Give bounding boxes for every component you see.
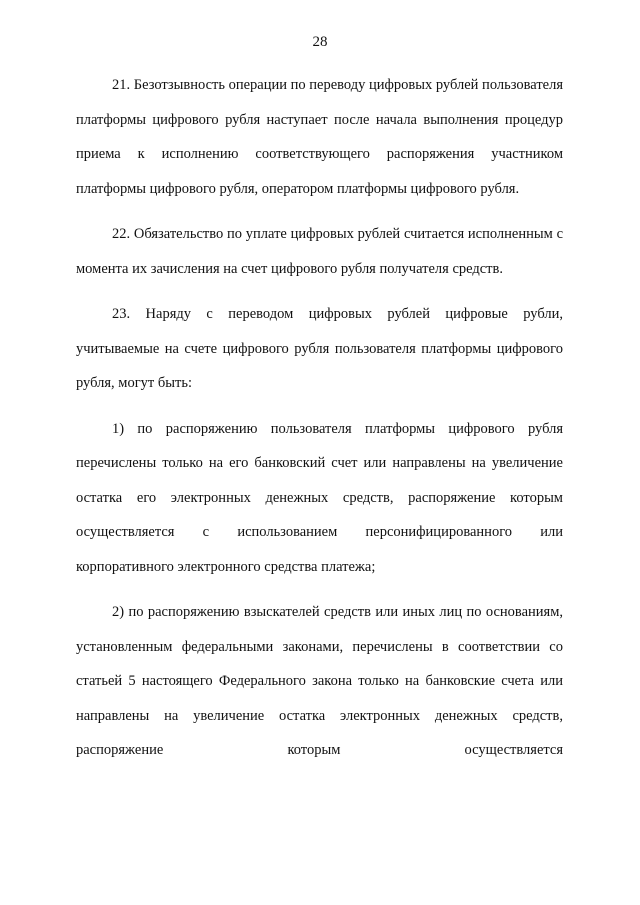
paragraph-23: 23. Наряду с переводом цифровых рублей цифровые рубли, учитываемые на счете цифрового рубля пользователя платформы цифрового рубля, могут быть: <box>76 306 563 391</box>
list-item-2: 2) по распоряжению взыскателей средств или иных лиц по основаниям, установленным федеральными законами, перечислены в соответствии со статьей 5 настоящего Федерального закона только на банковские счета или направлены на увеличение остатка электронных денежных средств, распоряжение которым осуществляется <box>76 604 563 758</box>
list-item-1: 1) по распоряжению пользователя платформы цифрового рубля перечислены только на его банковский счет или направлены на увеличение остатка его электронных денежных средств, распоряжение которым осуществляется с использованием персонифицированного или корпоративного электронного средства платежа; <box>76 420 563 575</box>
paragraph-22: 22. Обязательство по уплате цифровых рублей считается исполненным с момента их зачисления на счет цифрового рубля получателя средств. <box>76 226 563 277</box>
paragraph-21: 21. Безотзывность операции по переводу цифровых рублей пользователя платформы цифрового рубля наступает после начала выполнения процедур приема к исполнению соответствующего распоряжения участником платформы цифрового рубля, оператором платформы цифрового рубля. <box>76 77 564 197</box>
page-number: 28 <box>312 34 328 50</box>
document-body <box>76 68 563 779</box>
